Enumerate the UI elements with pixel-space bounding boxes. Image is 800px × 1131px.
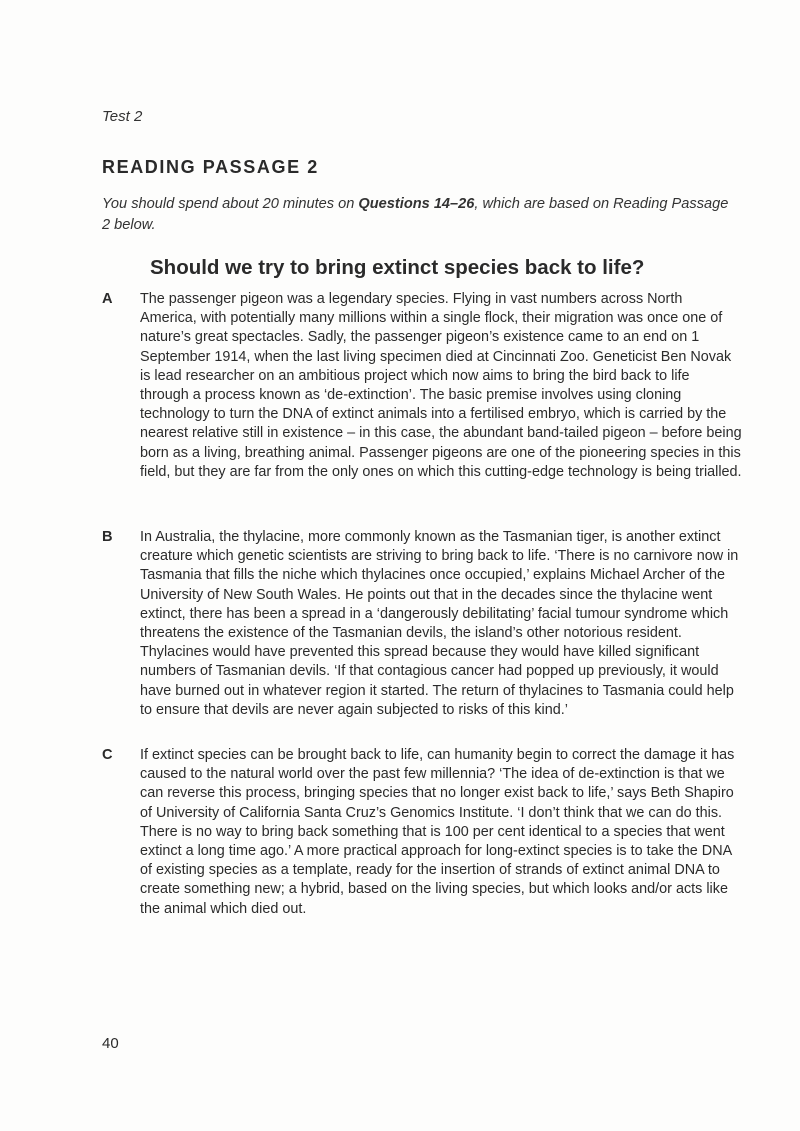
section-heading: READING PASSAGE 2 [102,157,319,177]
paragraph-letter: B [102,529,113,545]
paragraph-letter: A [102,291,113,307]
instruction-text [102,194,732,236]
paragraph-letter: C [102,747,113,763]
passage-title: Should we try to bring extinct species back to life? [150,256,645,279]
running-head: Test 2 [102,108,143,125]
instruction-part-1: You should spend about 20 minutes on [102,196,359,212]
page-number: 40 [102,1035,119,1052]
paragraph-text: In Australia, the thylacine, more commonly known as the Tasmanian tiger, is another extinct creature which genetic scientists are striving to bring back to life. ‘There is no carnivore now in Tasmania that fills the niche which thylacines once occupied,’ explains Michael Archer of the University of New South Wales. He points out that in the decades since the thylacine went extinct, there has been a spread in a ‘dangerously debilitating’ facial tumour syndrome which threatens the existence of the Tasmanian devils, the island’s other notorious resident. Thylacines would have prevented this spread because they would have killed significant numbers of Tasmanian devils. ‘If that contagious cancer had popped up previously, it would have burned out in whatever region it started. The return of thylacines to Tasmania could help to ensure that devils are never again subjected to risks of this kind.’ [140,529,739,718]
instruction-part-2: , which are based on Reading Passage 2 below. [102,196,729,233]
instruction-questions: Questions 14–26 [358,196,475,212]
paragraph-text: The passenger pigeon was a legendary species. Flying in vast numbers across North America, with potentially many millions within a single flock, their migration was once one of nature’s great spectacles. Sadly, the passenger pigeon’s existence came to an end on 1 September 1914, when the last living specimen died at Cincinnati Zoo. Geneticist Ben Novak is lead researcher on an ambitious project which now aims to bring the bird back to life through a process known as ‘de-extinction’. The basic premise involves using cloning technology to turn the DNA of extinct animals into a fertilised embryo, which is carried by the nearest relative still in existence – in this case, the abundant band-tailed pigeon – before being born as a living, breathing animal. Passenger pigeons are one of the pioneering species in this field, but they are far from the only ones on which this cutting-edge technology is being trialled. [140,291,742,480]
paragraph-text: If extinct species can be brought back to life, can humanity begin to correct the damage it has caused to the natural world over the past few millennia? ‘The idea of de-extinction is that we can reverse this process, bringing species that no longer exist back to life,’ says Beth Shapiro of University of California Santa Cruz’s Genomics Institute. ‘I don’t think that we can do this. There is no way to bring back something that is 100 per cent identical to a species that went extinct a long time ago.’ A more practical approach for long-extinct species is to take the DNA of existing species as a template, ready for the insertion of strands of extinct animal DNA to create something new; a hybrid, based on the living species, but which looks and/or acts like the animal which died out. [140,747,735,917]
